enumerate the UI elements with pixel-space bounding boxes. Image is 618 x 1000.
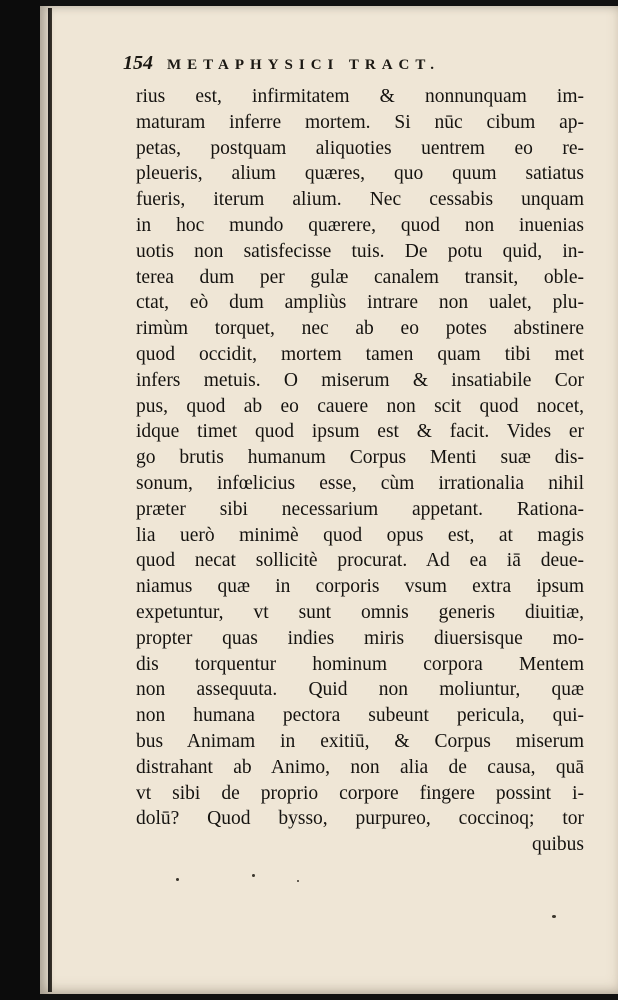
text-line: niamus quæ in corporis vsum extra ipsum	[136, 576, 584, 598]
text-line: distrahant ab Animo, non alia de causa, quā	[136, 756, 584, 778]
text-line: rimùm torquet, nec ab eo potes abstinere	[136, 318, 584, 340]
text-line: vt sibi de proprio corpore fingere possint i-	[136, 782, 584, 804]
text-line: ctat, eò dum ampliùs intrare non ualet, plu-	[136, 292, 584, 314]
text-line: in hoc mundo quærere, quod non inuenias	[136, 214, 584, 236]
text-line: lia uerò minimè quod opus est, at magis	[136, 524, 584, 546]
running-head: METAPHYSICI TRACT.	[167, 57, 441, 73]
text-line: idque timet quod ipsum est & facit. Vides er	[136, 421, 584, 443]
text-line: dolū? Quod bysso, purpureo, coccinoq; tor	[136, 808, 584, 830]
ink-speck	[552, 915, 556, 918]
text-line: maturam inferre mortem. Si nūc cibum ap-	[136, 111, 584, 133]
ink-speck	[252, 874, 255, 877]
body-text	[136, 84, 584, 858]
text-line: quod necat sollicitè procurat. Ad ea iā deue-	[136, 550, 584, 572]
text-line: quod occidit, mortem tamen quam tibi met	[136, 343, 584, 365]
text-line: propter quas indies miris diuersisque mo-	[136, 627, 584, 649]
text-line: rius est, infirmitatem & nonnunquam im-	[136, 86, 584, 107]
text-line: terea dum per gulæ canalem transit, oble-	[136, 266, 584, 288]
text-line: præter sibi necessarium appetant. Rationa-	[136, 498, 584, 520]
text-line: fueris, iterum alium. Nec cessabis unquam	[136, 189, 584, 211]
text-line: non assequuta. Quid non moliuntur, quæ	[136, 679, 584, 701]
text-line: infers metuis. O miserum & insatiabile Cor	[136, 369, 584, 391]
text-line: dis torquentur hominum corpora Mentem	[136, 653, 584, 675]
text-line: pus, quod ab eo cauere non scit quod nocet,	[136, 395, 584, 417]
page-header	[123, 52, 440, 80]
text-line: go brutis humanum Corpus Menti suæ dis-	[136, 447, 584, 469]
scan-left-edge	[0, 0, 40, 1000]
text-line: pleueris, alium quæres, quo quum satiatus	[136, 163, 584, 185]
text-line: uotis non satisfecisse tuis. De potu quid, in-	[136, 240, 584, 262]
ink-speck	[176, 878, 179, 881]
text-line: bus Animam in exitiū, & Corpus miserum	[136, 730, 584, 752]
text-line: sonum, infœlicius esse, cùm irrationalia nihil	[136, 472, 584, 494]
text-line: non humana pectora subeunt pericula, qui-	[136, 705, 584, 727]
page-number: 154	[123, 52, 153, 74]
page-gutter	[48, 8, 52, 992]
catchword: quibus	[531, 834, 584, 856]
text-line: petas, postquam aliquoties uentrem eo re-	[136, 137, 584, 159]
text-line: expetuntur, vt sunt omnis generis diuitiæ,	[136, 601, 584, 623]
ink-speck	[297, 880, 299, 882]
